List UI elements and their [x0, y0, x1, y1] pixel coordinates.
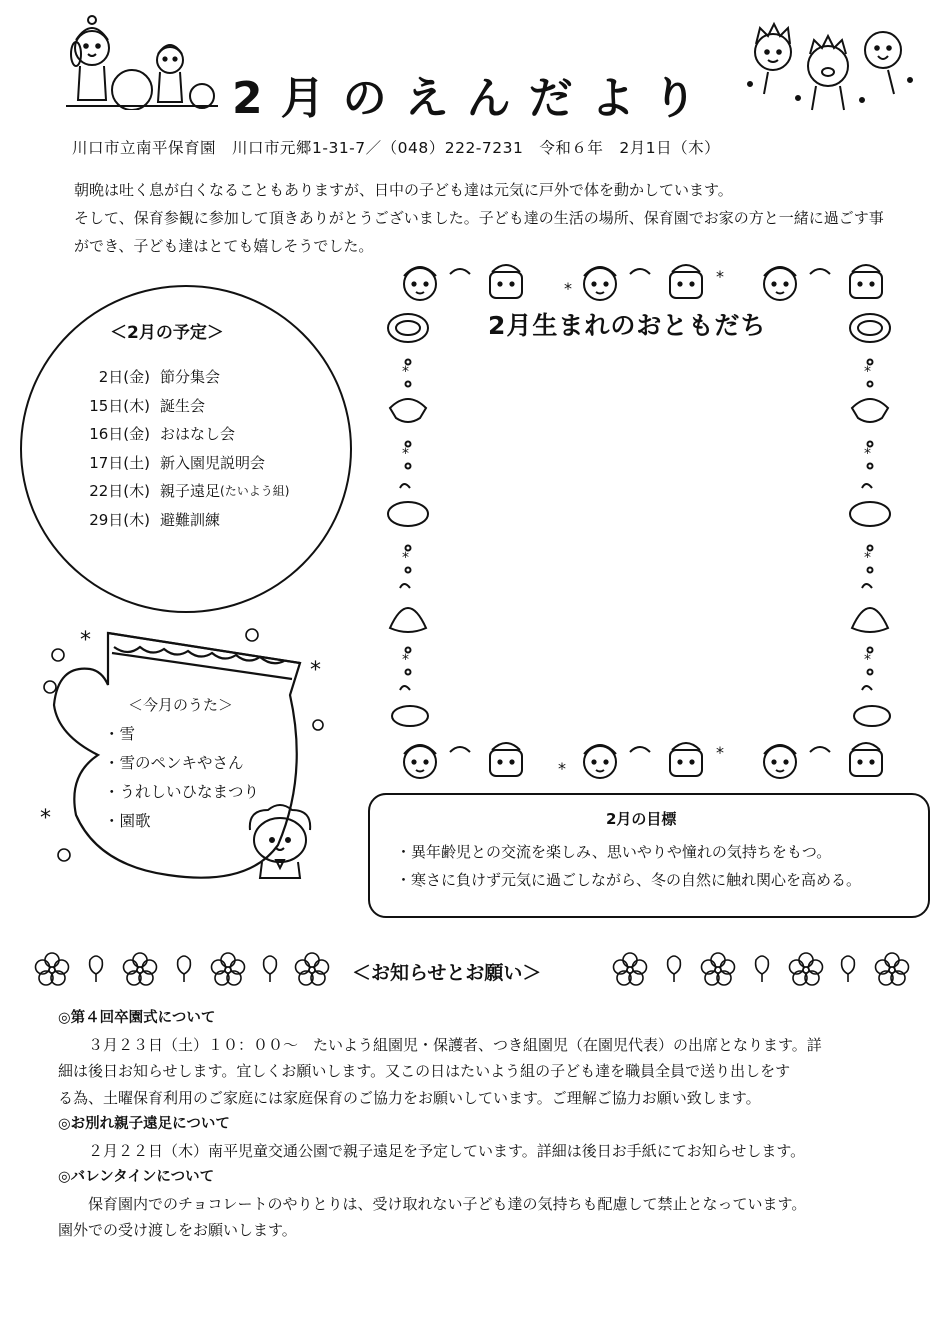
notice-body-line: 園外での受け渡しをお願いします。	[58, 1221, 297, 1239]
svg-text:*: *	[402, 364, 409, 380]
goals-list	[396, 838, 861, 894]
schedule-item	[68, 506, 289, 535]
schedule-event: 避難訓練	[160, 510, 221, 529]
notices-content	[58, 1005, 893, 1244]
schedule-date: 22日(木)	[89, 482, 150, 500]
schedule-event: 親子遠足	[160, 482, 221, 500]
svg-text:*: *	[564, 279, 572, 298]
svg-text:*: *	[402, 446, 409, 462]
song-item: ・雪	[104, 725, 136, 743]
birthday-title: 2月生まれのおともだち	[488, 311, 767, 340]
snowman-kids-illustration	[62, 10, 222, 110]
schedule-event: 誕生会	[160, 396, 206, 415]
schedule-item	[68, 363, 289, 392]
goal-item: ・寒さに負けず元気に過ごしながら、冬の自然に触れ関心を高める。	[396, 871, 862, 889]
schedule-date: 17日(土)	[89, 453, 150, 472]
notice-body-line: ３月２３日（土）１０：００～ たいよう組園児・保護者、つき組園児（在園児代表）の出席となります。詳	[88, 1035, 822, 1054]
notice-body-line: 保育園内でのチョコレートのやりとりは、受け取れない子ども達の気持ちも配慮して禁止となっています。	[88, 1194, 807, 1213]
schedule-list	[68, 363, 289, 534]
schedule-note: (たいよう組)	[220, 484, 290, 498]
party-kids-illustration	[738, 14, 918, 114]
svg-text:*: *	[558, 759, 566, 778]
svg-text:*: *	[716, 743, 724, 762]
intro-paragraph: そして、保育参観に参加して頂きありがとうございました。子ども達の生活の場所、保育園でお家の方と一緒に過ごす事ができ、子ども達はとても嬉しそうでした。	[74, 209, 884, 255]
header-info: 川口市立南平保育園 川口市元郷1-31-7／（048）222-7231 令和６年 2月1日（木）	[72, 139, 721, 157]
song-item: ・うれしいひなまつり	[104, 783, 260, 801]
svg-text:*: *	[310, 658, 321, 683]
schedule-date: 29日(木)	[89, 510, 150, 529]
svg-text:*: *	[716, 267, 724, 286]
notice-heading: ◎バレンタインについて	[58, 1169, 215, 1185]
songs-title: ＜今月のうた＞	[128, 696, 234, 714]
intro-text	[58, 176, 888, 260]
notice-heading: ◎第４回卒園式について	[58, 1010, 216, 1026]
schedule-title: ＜2月の予定＞	[110, 323, 224, 343]
notice-heading: ◎お別れ親子遠足について	[58, 1116, 230, 1132]
notice-body-line: 細は後日お知らせします。宜しくお願いします。又この日はたいよう組の子ども達を職員全員で送り出しをす	[58, 1062, 791, 1080]
svg-text:*: *	[402, 652, 409, 668]
schedule-item	[68, 477, 289, 506]
schedule-event: 新入園児説明会	[160, 453, 266, 472]
goals-title: 2月の目標	[606, 810, 677, 828]
intro-paragraph: 朝晩は吐く息が白くなることもありますが、日中の子ども達は元気に戸外で体を動かしています。	[74, 181, 733, 199]
schedule-event: 節分集会	[160, 368, 221, 386]
schedule-event: おはなし会	[160, 425, 236, 443]
notice-body-line: る為、土曜保育利用のご家庭には家庭保育のご協力をお願いしています。ご理解ご協力お願い致します。	[58, 1088, 761, 1107]
svg-text:*: *	[80, 628, 91, 653]
schedule-date: 15日(木)	[89, 396, 150, 415]
schedule-item	[68, 420, 289, 449]
goal-item: ・異年齢児との交流を楽しみ、思いやりや憧れの気持ちをもつ。	[396, 843, 832, 861]
schedule-item	[68, 392, 289, 421]
svg-text:*: *	[402, 550, 409, 566]
notices-title: ＜お知らせとお願い＞	[352, 962, 542, 984]
svg-text:*: *	[40, 806, 51, 831]
schedule-date: 2日(金)	[98, 368, 150, 386]
page-title: 2月のえんだより	[232, 73, 715, 124]
notice-body-line: ２月２２日（木）南平児童交通公園で親子遠足を予定しています。詳細は後日お手紙にてお知らせします。	[88, 1141, 806, 1160]
schedule-date: 16日(金)	[89, 425, 150, 443]
song-item: ・雪のペンキやさん	[104, 754, 244, 772]
song-item: ・園歌	[104, 812, 151, 830]
schedule-item	[68, 449, 289, 478]
songs-list	[104, 720, 259, 836]
